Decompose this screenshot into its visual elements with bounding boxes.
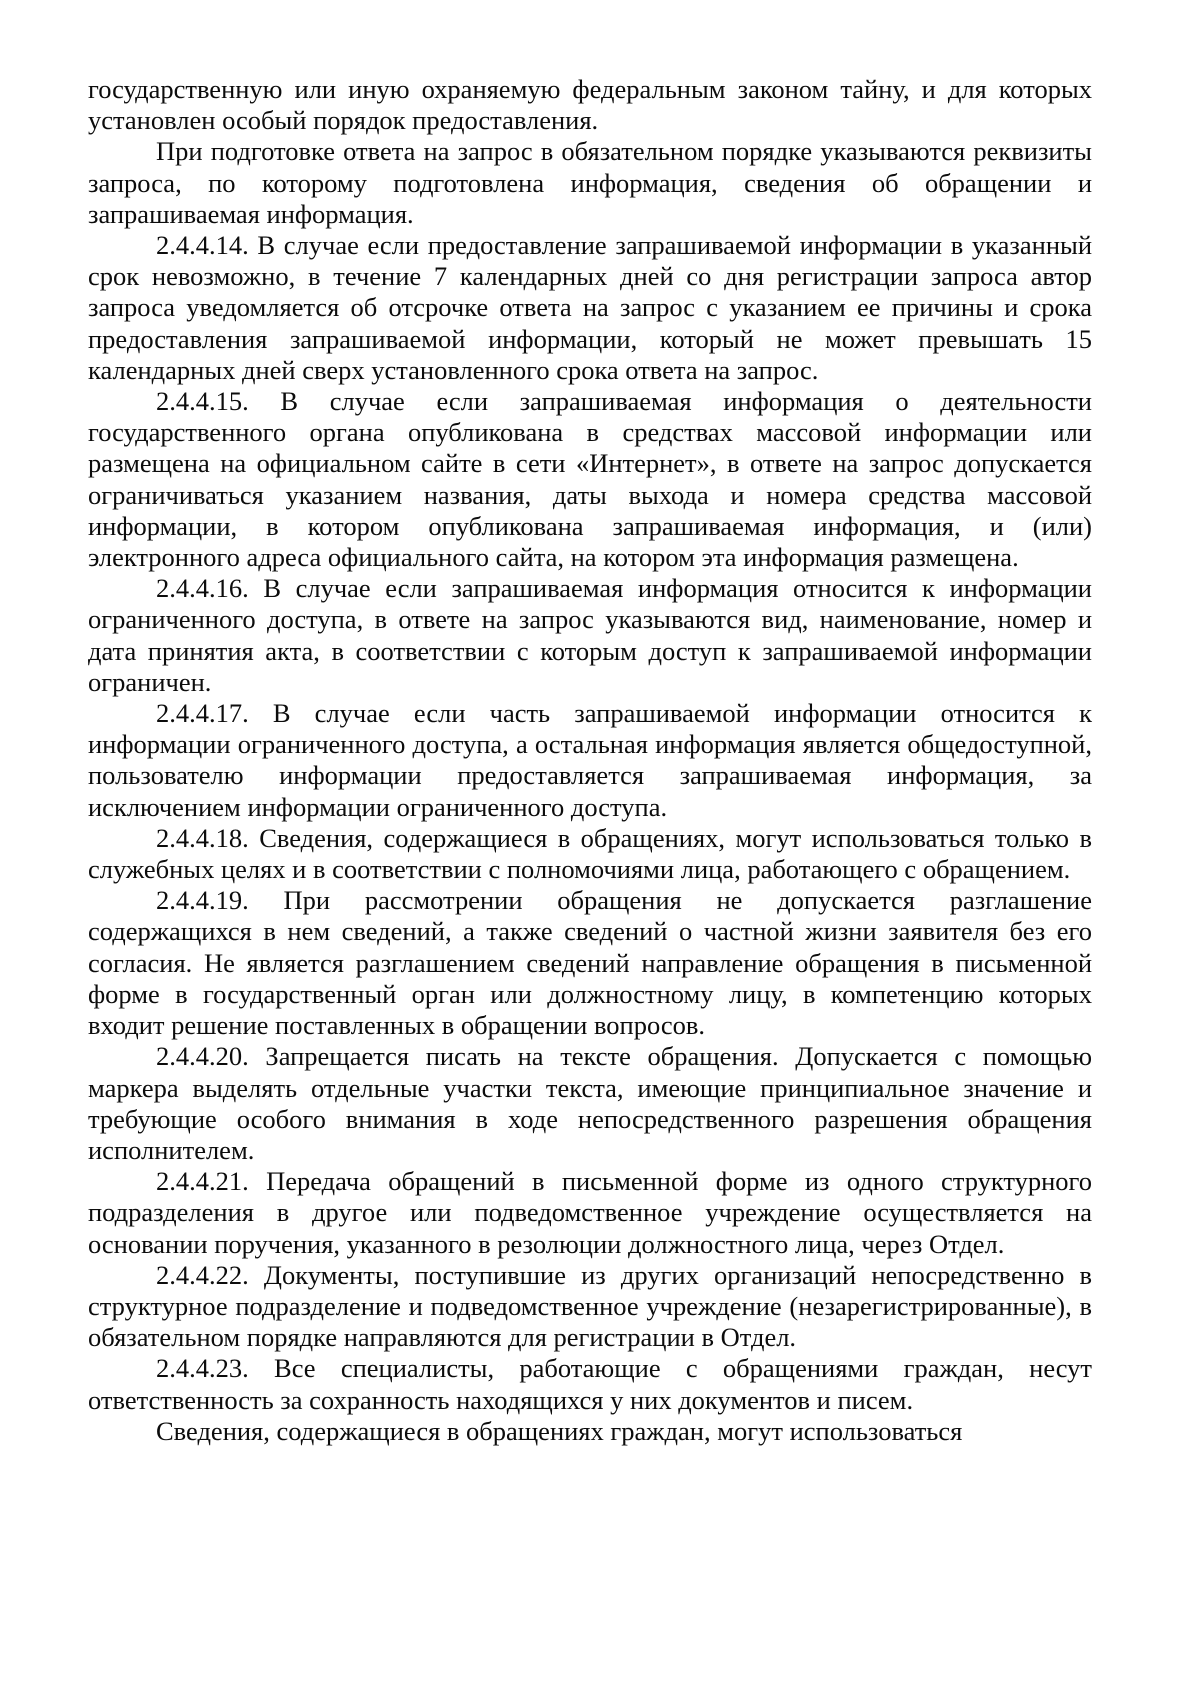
document-body [88, 74, 1092, 1447]
paragraph-2-4-4-17: 2.4.4.17. В случае если часть запрашиваемой информации относится к информации ограниченного доступа, а остальная информация является общедоступной, пользователю информации предоставляется запрашиваемая информация, за исключением информации ограниченного доступа. [88, 698, 1092, 822]
paragraph-2-4-4-16: 2.4.4.16. В случае если запрашиваемая информация относится к информации ограниченного доступа, в ответе на запрос указываются вид, наименование, номер и дата принятия акта, в соответствии с которым доступ к запрашиваемой информации ограничен. [88, 573, 1092, 697]
paragraph-2-4-4-22: 2.4.4.22. Документы, поступившие из других организаций непосредственно в структурное подразделение и подведомственное учреждение (незарегистрированные), в обязательном порядке направляются для регистрации в Отдел. [88, 1259, 1092, 1353]
paragraph-request-answer-details: При подготовке ответа на запрос в обязательном порядке указываются реквизиты запроса, по которому подготовлена информация, сведения об обращении и запрашиваемая информация. [88, 136, 1092, 229]
paragraph-2-4-4-20: 2.4.4.20. Запрещается писать на тексте обращения. Допускается с помощью маркера выделять отдельные участки текста, имеющие принципиальное значение и требующие особого внимания в ходе непосредственного разрешения обращения исполнителем. [88, 1041, 1092, 1165]
paragraph-2-4-4-21: 2.4.4.21. Передача обращений в письменной форме из одного структурного подразделения в другое или подведомственное учреждение осуществляется на основании поручения, указанного в резолюции должностного лица, через Отдел. [88, 1166, 1092, 1259]
paragraph-2-4-4-14: 2.4.4.14. В случае если предоставление запрашиваемой информации в указанный срок невозможно, в течение 7 календарных дней со дня регистрации запроса автор запроса уведомляется об отсрочке ответа на запрос с указанием ее причины и срока предоставления запрашиваемой информации, который не может превышать 15 календарных дней сверх установленного срока ответа на запрос. [88, 230, 1092, 385]
paragraph-continuation: государственную или иную охраняемую федеральным законом тайну, и для которых установлен особый порядок предоставления. [88, 74, 1092, 136]
paragraph-2-4-4-23: 2.4.4.23. Все специалисты, работающие с обращениями граждан, несут ответственность за сохранность находящихся у них документов и писем. [88, 1353, 1092, 1415]
paragraph-2-4-4-19: 2.4.4.19. При рассмотрении обращения не допускается разглашение содержащихся в нем сведений, а также сведений о частной жизни заявителя без его согласия. Не является разглашением сведений направление обращения в письменной форме в государственный орган или должностному лицу, в компетенцию которых входит решение поставленных в обращении вопросов. [88, 885, 1092, 1041]
paragraph-2-4-4-18: 2.4.4.18. Сведения, содержащиеся в обращениях, могут использоваться только в служебных целях и в соответствии с полномочиями лица, работающего с обращением. [88, 822, 1092, 885]
paragraph-information-usage: Сведения, содержащиеся в обращениях граждан, могут использоваться [156, 1415, 963, 1446]
paragraph-2-4-4-15: 2.4.4.15. В случае если запрашиваемая информация о деятельности государственного органа опубликована в средствах массовой информации или размещена на официальном сайте в сети «Интернет», в ответе на запрос допускается ограничиваться указанием названия, даты выхода и номера средства массовой информации, в котором опубликована запрашиваемая информация, и (или) электронного адреса официального сайта, на котором эта информация размещена. [88, 386, 1092, 573]
